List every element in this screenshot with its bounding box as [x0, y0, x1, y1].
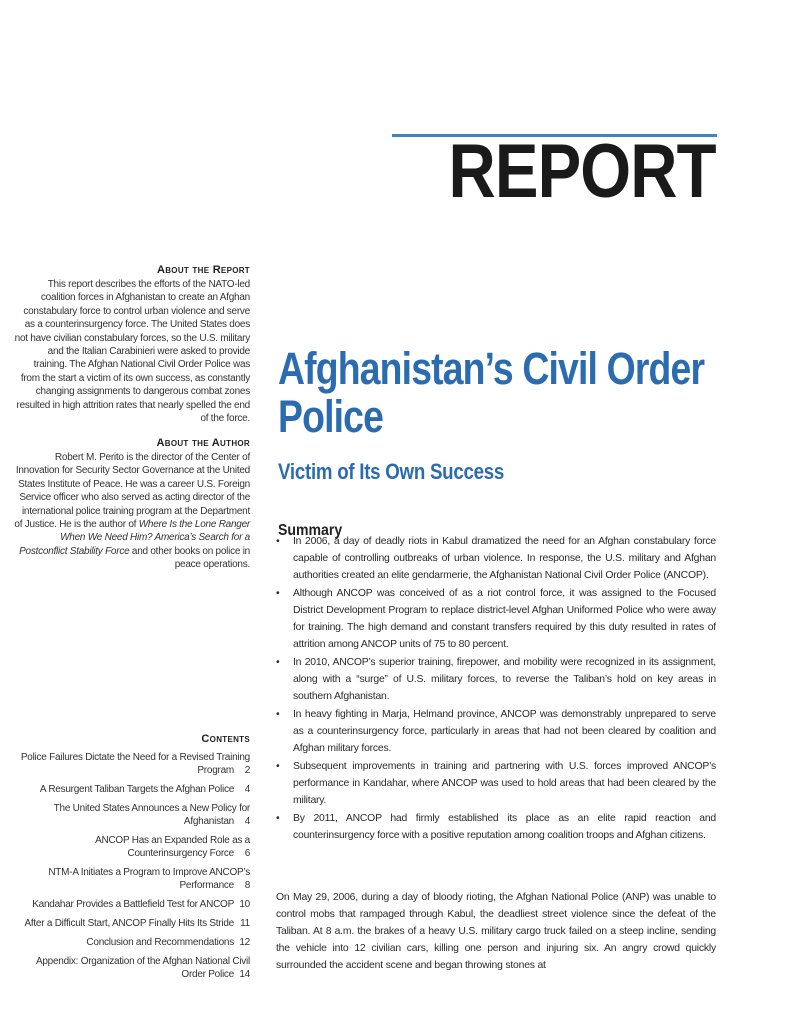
contents-item-page: 2 — [244, 765, 250, 776]
summary-bullet: • By 2011, ANCOP had firmly established its place as an elite rapid reaction and counterinsurgency force with a positive reputation among coalition troops and Afghan citizens. — [276, 810, 716, 844]
contents-item-page: 12 — [239, 937, 250, 948]
contents-item[interactable] — [14, 783, 250, 796]
summary-bullet: • In 2006, a day of deadly riots in Kabul dramatized the need for an Afghan constabulary force capable of controlling outbreaks of urban violence. In response, the U.S. military and Afghan authorities created an elite gendarmerie, the Afghanistan National Civil Order Police (ANCOP). — [276, 533, 716, 584]
contents-item-page: 11 — [240, 918, 250, 929]
contents — [14, 733, 250, 987]
contents-item-title: Police Failures Dictate the Need for a Revised Training Program — [20, 752, 250, 776]
summary-bullet: • In 2010, ANCOP’s superior training, firepower, and mobility were recognized in its assignment, along with a “surge” of U.S. military forces, to reverse the Taliban’s hold on key areas in southern Afghanistan. — [276, 654, 716, 705]
summary-list — [276, 533, 716, 845]
contents-item[interactable] — [14, 866, 250, 892]
contents-item-title: A Resurgent Taliban Targets the Afghan Police — [39, 784, 234, 795]
contents-item-page: 4 — [244, 784, 250, 795]
contents-item[interactable] — [14, 834, 250, 860]
report-title: Afghanistan’s Civil Order Police — [278, 343, 705, 443]
contents-list — [14, 751, 250, 981]
contents-item-title: The United States Announces a New Policy for Afghanistan — [53, 803, 250, 827]
contents-item[interactable] — [14, 898, 250, 911]
about-author-heading: About the Author — [156, 437, 250, 449]
body-paragraph: On May 29, 2006, during a day of bloody rioting, the Afghan National Police (ANP) was unable to control mobs that rampaged through Kabul, the deadliest street violence since the defeat of the Taliban. At 8 a.m. the brakes of a heavy U.S. military cargo truck failed on a steep incline, sending the vehicle into 12 civilian cars, killing one person and injuring six. An angry crowd quickly surrounded the accident scene and began throwing stones at — [276, 892, 716, 971]
author-bio: Robert M. Perito is the director of the Center of Innovation for Security Sector Governance at the United States Institute of Peace. He was a career U.S. Foreign Service officer who also served as acting director of the international police training program at the Department of Justice. He is the author of — [14, 452, 250, 531]
report-subtitle: Victim of Its Own Success — [278, 459, 505, 485]
summary-heading: Summary — [278, 522, 343, 539]
contents-item-title: Conclusion and Recommendations — [86, 937, 234, 948]
author-bio-end: and other books on police in peace operations. — [129, 545, 250, 571]
contents-item-title: ANCOP Has an Expanded Role as a Counterinsurgency Force — [95, 835, 250, 859]
summary-bullet: • In heavy fighting in Marja, Helmand province, ANCOP was demonstrably unprepared to serve as a counterinsurgency force, particularly in areas that had not been cleared by coalition and Afghan military forces. — [276, 706, 716, 757]
contents-item[interactable] — [14, 917, 250, 930]
contents-item-title: Kandahar Provides a Battlefield Test for ANCOP — [32, 899, 234, 910]
summary-bullet: • Subsequent improvements in training and partnering with U.S. forces improved ANCOP’s performance in Kandahar, where ANCOP was used to hold areas that had been cleared by the military. — [276, 758, 716, 809]
contents-item-title: After a Difficult Start, ANCOP Finally Hits Its Stride — [24, 918, 234, 929]
about-report-heading: About the Report — [156, 264, 250, 276]
about-report-text: This report describes the efforts of the NATO-led coalition forces in Afghanistan to create an Afghan constabulary force to control urban violence and serve as a counterinsurgency force. The United States does not have civilian constabulary forces, so the U.S. military and the Italian Carabinieri were asked to provide training. The Afghan National Civil Order Police was from the start a victim of its own success, as constantly changing assignments to dangerous combat zones resulted in high attrition rates that nearly spelled the end of the force. — [14, 279, 250, 425]
contents-item-page: 8 — [244, 880, 250, 891]
contents-item[interactable] — [14, 751, 250, 777]
book-title: Where Is the Lone Ranger When We Need Him? America’s Search for a Postconflict Stability Force — [19, 519, 250, 557]
summary-bullet: • Although ANCOP was conceived of as a riot control force, it was assigned to the Focused District Development Program to replace district-level Afghan Uniformed Police who were away for training. The high demand and constant transfers required by this duty resulted in rates of attrition among ANCOP units of 75 to 80 percent. — [276, 585, 716, 653]
about-the-report — [14, 264, 250, 425]
report-wordmark: REPORT — [448, 129, 716, 214]
contents-item-page: 10 — [239, 899, 250, 910]
contents-item[interactable] — [14, 955, 250, 981]
contents-item-page: 14 — [239, 969, 250, 980]
contents-item[interactable] — [14, 936, 250, 949]
contents-item-title: NTM-A Initiates a Program to Improve ANCOP’s Performance — [48, 867, 250, 891]
about-author-text — [14, 451, 250, 572]
contents-item-page: 4 — [244, 816, 250, 827]
contents-heading: Contents — [201, 733, 250, 745]
contents-item-page: 6 — [244, 848, 250, 859]
contents-item-title: Appendix: Organization of the Afghan National Civil Order Police — [35, 956, 250, 980]
contents-item[interactable] — [14, 802, 250, 828]
about-the-author — [14, 437, 250, 572]
